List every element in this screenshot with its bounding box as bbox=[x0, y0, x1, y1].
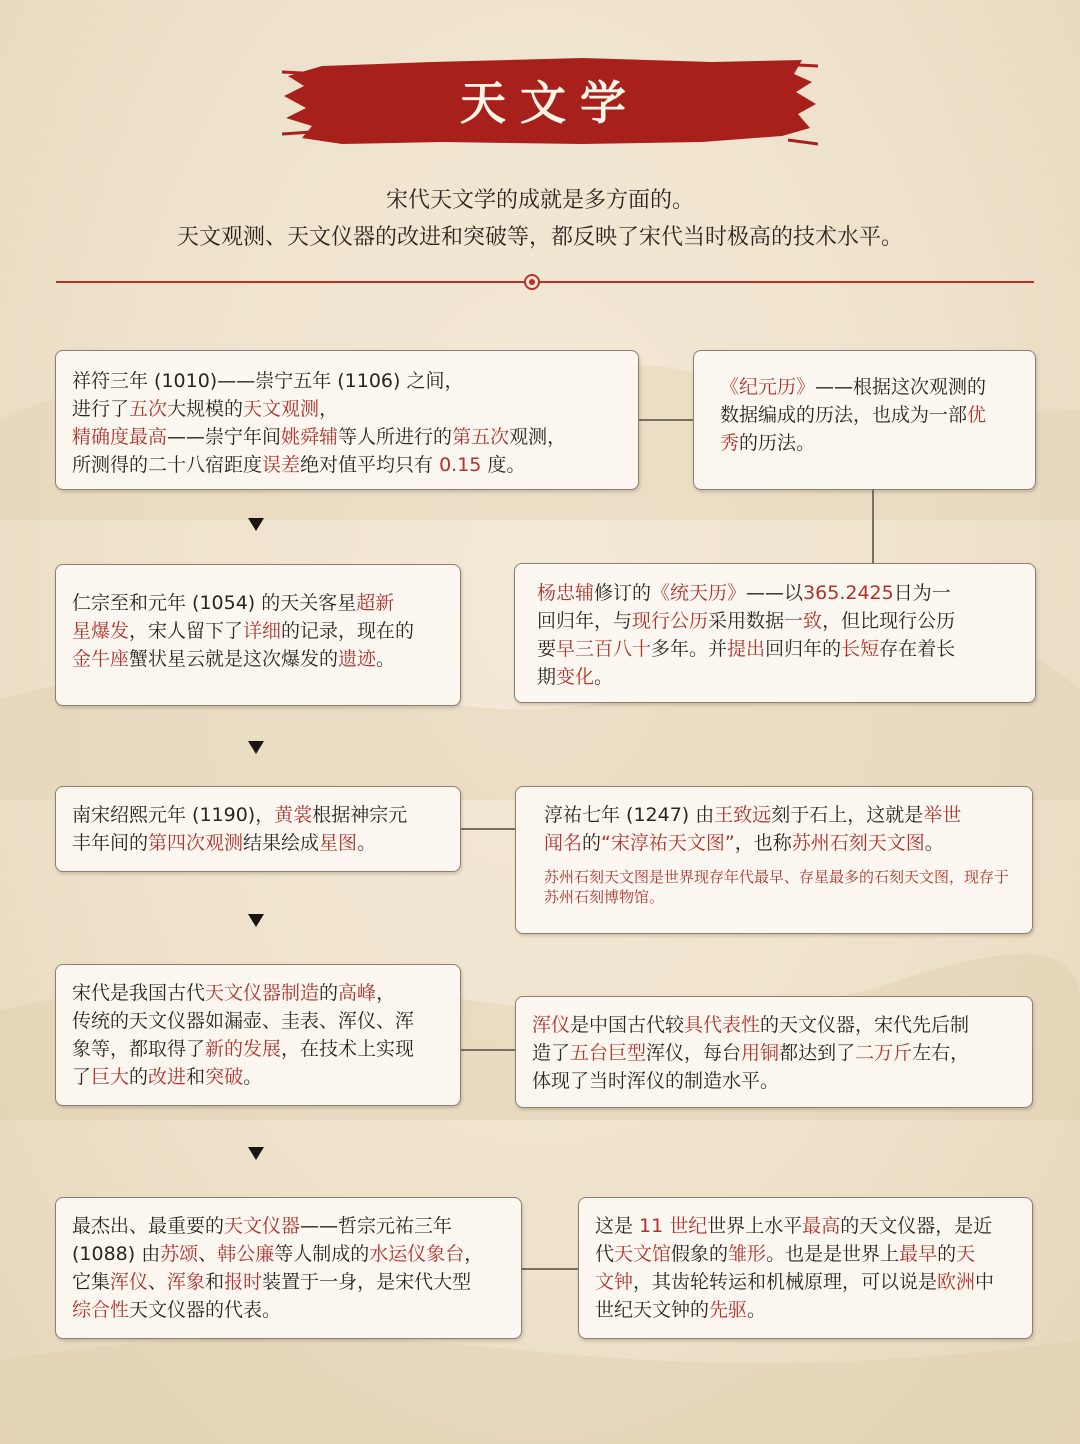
highlight-text: 星图 bbox=[319, 832, 358, 854]
highlight-text: 提出 bbox=[727, 638, 766, 660]
body-text: 的历法。 bbox=[739, 432, 816, 454]
body-text: 的天文仪器，宋代先后制 bbox=[760, 1014, 970, 1036]
body-text: 数据编成的历法，也成为一部 bbox=[720, 404, 968, 426]
highlight-text: 欧洲 bbox=[937, 1271, 976, 1293]
highlight-text: 先驱 bbox=[709, 1299, 748, 1321]
card-jiyuan-calendar-text bbox=[720, 373, 1017, 457]
highlight-text: 天 bbox=[956, 1243, 976, 1265]
body-text: 等人制成的 bbox=[274, 1243, 370, 1265]
highlight-text: 天文馆 bbox=[614, 1243, 672, 1265]
card-observations bbox=[55, 350, 639, 490]
card-tongtian-calendar bbox=[514, 563, 1036, 703]
highlight-text: 五台巨型 bbox=[570, 1042, 647, 1064]
body-text: 是中国古代较 bbox=[570, 1014, 685, 1036]
highlight-text: 浑象 bbox=[167, 1271, 206, 1293]
body-text: 观测， bbox=[509, 426, 567, 448]
body-text: 象等，都取得了 bbox=[72, 1038, 206, 1060]
divider-ornament bbox=[524, 274, 540, 290]
highlight-text: 苏颂 bbox=[160, 1243, 199, 1265]
body-text: 结果绘成 bbox=[243, 832, 320, 854]
body-text: 世界上水平 bbox=[707, 1215, 803, 1237]
body-text: ——以 bbox=[746, 582, 804, 604]
highlight-text: 优 bbox=[967, 404, 987, 426]
connector-c5-c6 bbox=[461, 828, 517, 830]
highlight-text: 秀 bbox=[720, 432, 740, 454]
highlight-text: 新的发展 bbox=[205, 1038, 282, 1060]
card-supernova-text bbox=[72, 589, 444, 673]
highlight-text: 姚舜辅 bbox=[281, 426, 339, 448]
body-text: 。 bbox=[747, 1299, 767, 1321]
highlight-text: 长短 bbox=[841, 638, 880, 660]
body-text: 多年。并 bbox=[651, 638, 728, 660]
body-text: 宋代是我国古代 bbox=[72, 982, 206, 1004]
down-arrow-2 bbox=[248, 741, 264, 754]
body-text: 蟹状星云就是这次爆发的 bbox=[129, 648, 339, 670]
body-text: ——哲宗元祐三年 bbox=[300, 1215, 453, 1237]
body-text: 的 bbox=[582, 832, 602, 854]
body-text: ， bbox=[464, 1243, 484, 1265]
body-text: 。也是是世界上 bbox=[766, 1243, 900, 1265]
highlight-text: 苏州石刻天文图 bbox=[791, 832, 925, 854]
highlight-text: 文钟 bbox=[595, 1271, 634, 1293]
highlight-text: 第五次 bbox=[452, 426, 510, 448]
body-text: 世纪天文钟的 bbox=[595, 1299, 710, 1321]
body-text: 期 bbox=[537, 666, 557, 688]
down-arrow-1 bbox=[248, 518, 264, 531]
highlight-text: 最高 bbox=[802, 1215, 841, 1237]
body-text: 大规模的 bbox=[167, 398, 244, 420]
highlight-text: 365.2425 bbox=[803, 582, 894, 604]
body-text: 南宋绍熙元年 (1190)， bbox=[72, 804, 275, 826]
body-text: 假象的 bbox=[671, 1243, 729, 1265]
body-text: 左右， bbox=[912, 1042, 970, 1064]
body-text: 仁宗至和元年 (1054) 的天关客星 bbox=[72, 592, 357, 614]
highlight-text: 突破 bbox=[205, 1066, 244, 1088]
highlight-text: 详细 bbox=[243, 620, 282, 642]
body-text: 造了 bbox=[532, 1042, 571, 1064]
intro-line-2: 天文观测、天文仪器的改进和突破等，都反映了宋代当时极高的技术水平。 bbox=[176, 225, 903, 250]
highlight-text: 五次 bbox=[129, 398, 168, 420]
body-text: 了 bbox=[72, 1066, 92, 1088]
body-text: ，也称 bbox=[734, 832, 792, 854]
highlight-text: 天文仪器 bbox=[224, 1215, 301, 1237]
body-text: 存在着长 bbox=[879, 638, 956, 660]
body-text: 祥符三年 (1010)——崇宁五年 (1106) 之间， bbox=[72, 370, 464, 392]
card-jiyuan-calendar bbox=[693, 350, 1036, 490]
body-text: 要 bbox=[537, 638, 557, 660]
body-text: 刻于石上，这就是 bbox=[771, 804, 924, 826]
highlight-text: 浑仪 bbox=[110, 1271, 149, 1293]
intro-line-1: 宋代天文学的成就是多方面的。 bbox=[385, 188, 694, 213]
body-text: 。 bbox=[924, 832, 944, 854]
body-text: 浑仪，每台 bbox=[646, 1042, 742, 1064]
highlight-text: 超新 bbox=[356, 592, 395, 614]
highlight-text: 王致远 bbox=[714, 804, 772, 826]
body-text: 中 bbox=[975, 1271, 995, 1293]
body-text: 传统的天文仪器如漏壶、圭表、浑仪、浑 bbox=[72, 1010, 415, 1032]
body-text: 。 bbox=[594, 666, 614, 688]
card-armillary-sphere bbox=[515, 996, 1033, 1108]
highlight-text: 杨忠辅 bbox=[537, 582, 595, 604]
body-text: 和 bbox=[205, 1271, 225, 1293]
highlight-text: 报时 bbox=[224, 1271, 263, 1293]
body-text: 丰年间的 bbox=[72, 832, 149, 854]
body-text: 所测得的二十八宿距度 bbox=[72, 454, 263, 476]
highlight-text: 改进 bbox=[148, 1066, 187, 1088]
body-text: 的天文仪器，是近 bbox=[840, 1215, 993, 1237]
down-arrow-3 bbox=[248, 914, 264, 927]
body-text: 修订的 bbox=[594, 582, 652, 604]
highlight-text: 第四次观测 bbox=[148, 832, 244, 854]
body-text: 根据神宗元 bbox=[312, 804, 408, 826]
body-text: 淳祐七年 (1247) 由 bbox=[544, 804, 715, 826]
highlight-text: 误差 bbox=[262, 454, 301, 476]
body-text: 的 bbox=[937, 1243, 957, 1265]
title-banner bbox=[282, 52, 818, 148]
suzhou-star-chart-note: 苏州石刻天文图是世界现存年代最早、存星最多的石刻天文图，现存于苏州石刻博物馆。 bbox=[544, 868, 1010, 906]
highlight-text: 雏形 bbox=[728, 1243, 767, 1265]
card-star-map bbox=[55, 786, 461, 872]
highlight-text: 现行公历 bbox=[632, 610, 709, 632]
highlight-text: 0.15 bbox=[439, 454, 482, 476]
card-tongtian-calendar-text bbox=[537, 579, 1019, 691]
body-text: 。 bbox=[357, 832, 377, 854]
connector-c9-c10 bbox=[521, 1268, 579, 1270]
body-text: 和 bbox=[186, 1066, 206, 1088]
card-instrument-peak-text bbox=[72, 979, 444, 1091]
card-astronomical-clock bbox=[578, 1197, 1033, 1339]
body-text: 这是 bbox=[595, 1215, 640, 1237]
highlight-text: 早三百八十 bbox=[556, 638, 652, 660]
down-arrow-4 bbox=[248, 1147, 264, 1160]
body-text: 代 bbox=[595, 1243, 615, 1265]
highlight-text: 精确度最高 bbox=[72, 426, 168, 448]
body-text: 绝对值平均只有 bbox=[300, 454, 440, 476]
highlight-text: 韩公廉 bbox=[217, 1243, 275, 1265]
highlight-text: 《纪元历》 bbox=[720, 376, 816, 398]
body-text: 的 bbox=[129, 1066, 149, 1088]
highlight-text: 天文观测 bbox=[243, 398, 320, 420]
highlight-text: 浑仪 bbox=[532, 1014, 571, 1036]
body-text: 进行了 bbox=[72, 398, 130, 420]
highlight-text: 综合性 bbox=[72, 1299, 130, 1321]
connector-c7-c8 bbox=[461, 1049, 517, 1051]
page-title: 天文学 bbox=[460, 76, 640, 130]
card-observations-text bbox=[72, 367, 622, 479]
highlight-text: “宋淳祐天文图” bbox=[601, 832, 735, 854]
highlight-text: 用铜 bbox=[741, 1042, 780, 1064]
card-star-map-text bbox=[72, 801, 444, 857]
body-text: 体现了当时浑仪的制造水平。 bbox=[532, 1070, 780, 1092]
highlight-text: 闻名 bbox=[544, 832, 583, 854]
connector-c1-c2 bbox=[638, 419, 694, 421]
card-water-clock-tower-text bbox=[72, 1212, 505, 1324]
section-divider bbox=[56, 281, 1034, 283]
body-text: ——崇宁年间 bbox=[167, 426, 282, 448]
card-instrument-peak bbox=[55, 964, 461, 1106]
highlight-text: 高峰 bbox=[338, 982, 377, 1004]
highlight-text: 11 世纪 bbox=[639, 1215, 708, 1237]
card-astronomical-clock-text bbox=[595, 1212, 1016, 1324]
body-text: 最杰出、最重要的 bbox=[72, 1215, 225, 1237]
highlight-text: 具代表性 bbox=[684, 1014, 761, 1036]
body-text: 都达到了 bbox=[779, 1042, 856, 1064]
card-supernova bbox=[55, 564, 461, 706]
highlight-text: 《统天历》 bbox=[651, 582, 747, 604]
body-text: ， bbox=[376, 982, 396, 1004]
highlight-text: 星爆发 bbox=[72, 620, 130, 642]
body-text: 。 bbox=[243, 1066, 263, 1088]
card-armillary-sphere-text bbox=[532, 1011, 1016, 1095]
body-text: 日为一 bbox=[893, 582, 951, 604]
body-text: 回归年，与 bbox=[537, 610, 633, 632]
highlight-text: 变化 bbox=[556, 666, 595, 688]
highlight-text: 一致 bbox=[784, 610, 823, 632]
body-text: ，宋人留下了 bbox=[129, 620, 244, 642]
body-text: 等人所进行的 bbox=[338, 426, 453, 448]
body-text: 、 bbox=[148, 1271, 168, 1293]
card-water-clock-tower bbox=[55, 1197, 522, 1339]
body-text: ，其齿轮转运和机械原理，可以说是 bbox=[633, 1271, 938, 1293]
body-text: 的 bbox=[319, 982, 339, 1004]
body-text: (1088) 由 bbox=[72, 1243, 161, 1265]
body-text: 装置于一身，是宋代大型 bbox=[262, 1271, 472, 1293]
card-suzhou-star-chart bbox=[515, 786, 1033, 934]
body-text: 。 bbox=[376, 648, 396, 670]
highlight-text: 举世 bbox=[923, 804, 962, 826]
body-text: ，但比现行公历 bbox=[822, 610, 956, 632]
highlight-text: 水运仪象台 bbox=[369, 1243, 465, 1265]
highlight-text: 遗迹 bbox=[338, 648, 377, 670]
body-text: 它集 bbox=[72, 1271, 111, 1293]
card-suzhou-star-chart-text bbox=[544, 801, 1016, 857]
highlight-text: 巨大 bbox=[91, 1066, 130, 1088]
connector-c2-c4 bbox=[872, 490, 874, 564]
body-text: 、 bbox=[198, 1243, 218, 1265]
body-text: 回归年的 bbox=[765, 638, 842, 660]
highlight-text: 黄裳 bbox=[274, 804, 313, 826]
body-text: 采用数据 bbox=[708, 610, 785, 632]
highlight-text: 最早 bbox=[899, 1243, 938, 1265]
highlight-text: 二万斤 bbox=[855, 1042, 913, 1064]
body-text: ——根据这次观测的 bbox=[815, 376, 987, 398]
body-text: ，在技术上实现 bbox=[281, 1038, 415, 1060]
body-text: ， bbox=[319, 398, 339, 420]
body-text: 的记录，现在的 bbox=[281, 620, 415, 642]
body-text: 度。 bbox=[481, 454, 526, 476]
highlight-text: 金牛座 bbox=[72, 648, 130, 670]
body-text: 天文仪器的代表。 bbox=[129, 1299, 282, 1321]
highlight-text: 天文仪器制造 bbox=[205, 982, 320, 1004]
